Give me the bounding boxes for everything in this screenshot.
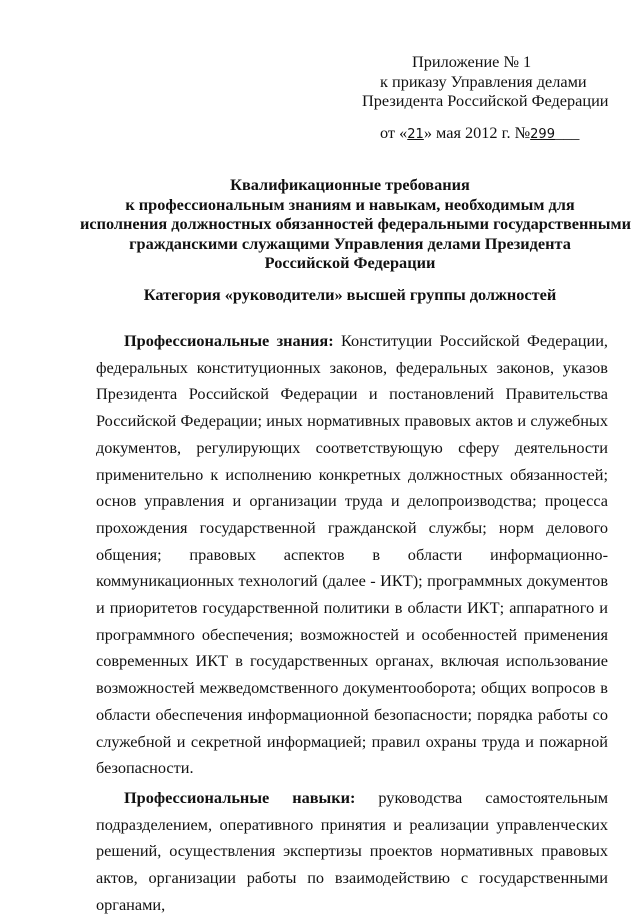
skills-paragraph (96, 785, 608, 918)
document-title (80, 175, 631, 273)
title-line-2: к профессиональным знаниям и навыкам, необходимым для (125, 194, 575, 214)
order-underline: ___ (554, 122, 580, 142)
order-date-line (362, 123, 602, 145)
appendix-authority: Президента Российской Федерации (362, 91, 609, 110)
order-month-year: » мая 2012 г. № (423, 122, 531, 142)
title-line-3: исполнения должностных обязанностей федеральными государственными (80, 214, 631, 233)
appendix-number: Приложение № 1 (412, 52, 532, 71)
order-number: 299 (530, 126, 555, 142)
appendix-order-ref: к приказу Управления делами (380, 71, 587, 91)
order-prefix: от « (380, 122, 408, 142)
title-line-4: гражданскими служащими Управления делами Президента (129, 233, 571, 253)
skills-lead: Профессиональные навыки: (124, 787, 356, 807)
appendix-header (362, 52, 609, 144)
category-heading: Категория «руководители» высшей группы должностей (143, 285, 557, 304)
title-line-1: Квалификационные требования (230, 175, 470, 194)
document-body (96, 328, 608, 918)
order-day: 21 (407, 126, 424, 142)
knowledge-lead: Профессиональные знания: (124, 331, 334, 350)
title-line-5: Российской Федерации (264, 253, 436, 272)
knowledge-paragraph (96, 328, 608, 782)
knowledge-text: Конституции Российской Федерации, федеральных конституционных законов, федеральных законов, указов Президента Российской Федерации и постановлений Правительства Российской Федерации; иных нормативных правовых актов и служебных документов, регулирующих соответствующую сферу деятельности применительно к исполнению конкретных должностных обязанностей; основ управления и организации труда и делопроизводства; процесса прохождения государственной гражданской службы; норм делового общения; правовых аспектов в области информационно-коммуникационных технологий (далее - ИКТ); программных документов и приоритетов государственной политики в области ИКТ; аппаратного и программного обеспечения; возможностей и особенностей применения современных ИКТ в государственных органах, включая использование возможностей межведомственного документооборота; общих вопросов в области обеспечения информационной безопасности; порядка работы со служебной и секретной информацией; правил охраны труда и пожарной безопасности. (96, 331, 608, 778)
skills-text: руководства самостоятельным подразделением, оперативного принятия и реализации управленческих решений, осуществления экспертизы проектов нормативных правовых актов, организации работы по взаимодействию с государственными органами, (96, 787, 608, 914)
